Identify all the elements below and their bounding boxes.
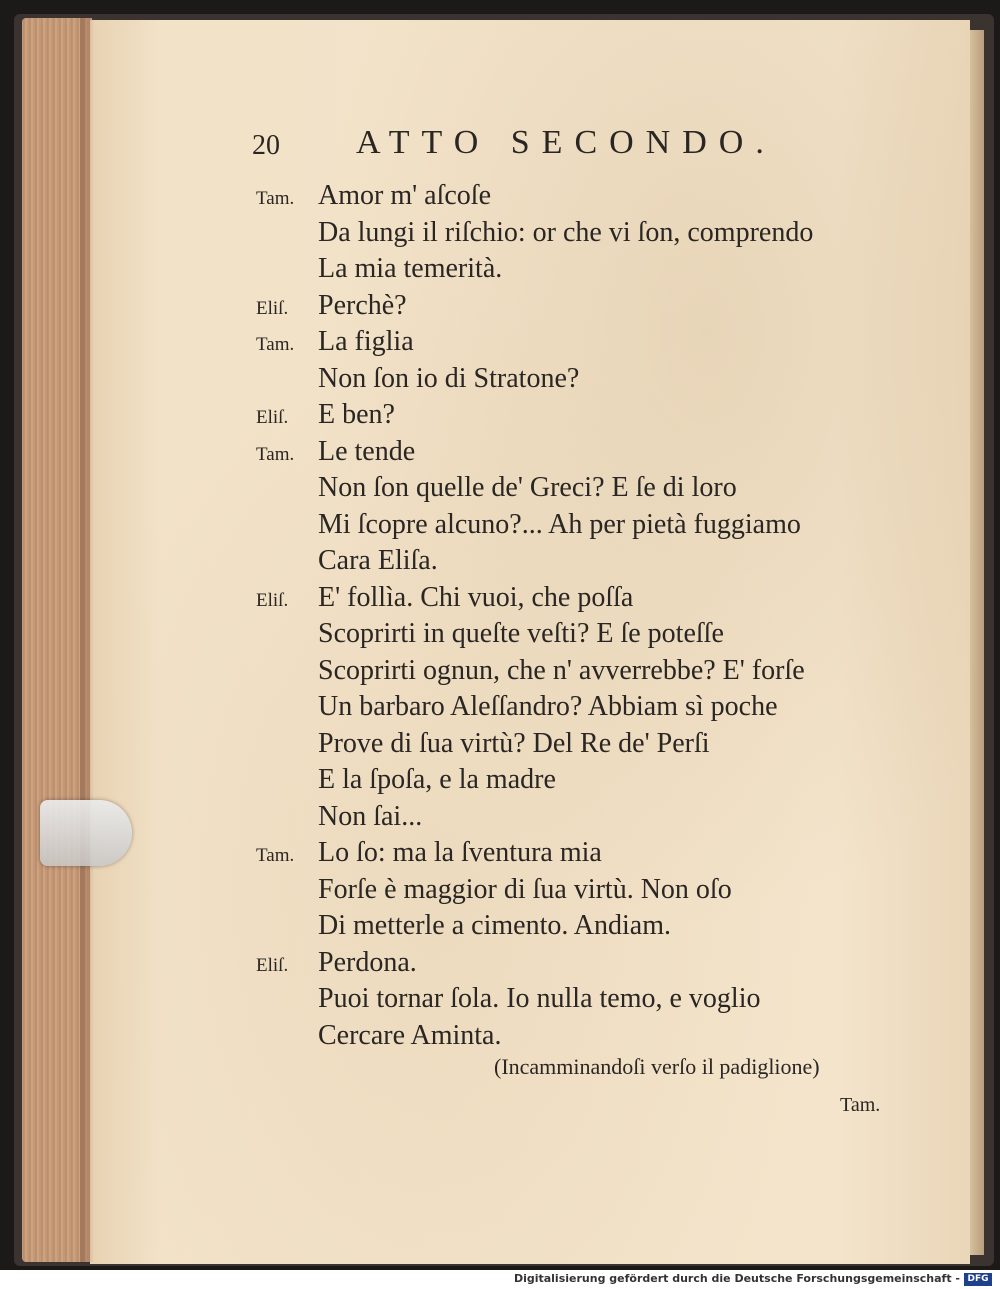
verse-line: Cara Eliſa. [318,545,438,576]
verse-line: Scoprirti in queſte veſti? E ſe poteſſe [318,618,724,649]
verse-line: Perchè? [318,289,407,321]
speaker-label: Eliſ. [256,589,289,611]
verse-line: Non ſon quelle de' Greci? E ſe di loro [318,472,737,503]
next-leaf-edge [970,30,984,1255]
speaker-label: Eliſ. [256,954,289,976]
verse-line: Perdona. [318,946,417,978]
dfg-logo-icon: DFG [964,1273,992,1286]
verse-line: Cercare Aminta. [318,1019,502,1051]
verse-line: E la ſpoſa, e la madre [318,764,556,795]
verse-line: Lo ſo: ma la ſventura mia [318,837,602,868]
verse-line: Da lungi il riſchio: or che vi ſon, comprendo [318,216,814,248]
verse-line: Non ſai... [318,800,423,832]
verse-line: Scoprirti ognun, che n' avverrebbe? E' forſe [318,654,805,686]
catchword: Tam. [840,1094,881,1116]
verse-line: La mia temerità. [318,253,503,284]
verse-line: Di metterle a cimento. Andiam. [318,910,672,941]
verse-line: Le tende [318,435,416,467]
speaker-label: Tam. [256,443,295,465]
footer-credit: Digitalisierung gefördert durch die Deutsche Forschungsgemeinschaft - [513,1272,960,1285]
gutter-shadow [80,18,94,1262]
page-clip [40,800,132,866]
speaker-label: Tam. [256,334,295,355]
speaker-label: Tam. [256,188,295,209]
verse-line: Prove di ſua virtù? Del Re de' Perſi [318,727,710,759]
verse-line: Non ſon io di Stratone? [318,362,580,394]
verse-line: La figlia [318,326,414,357]
running-title: ATTO SECONDO. [356,124,776,161]
verse-line: Un barbaro Aleſſandro? Abbiam sì poche [318,691,778,722]
footer-bar [0,1270,1000,1289]
verse-line: Mi ſcopre alcuno?... Ah per pietà fuggiamo [318,508,801,540]
stage-direction: (Incamminandoſi verſo il padiglione) [494,1054,820,1079]
verse-line: Amor m' aſcoſe [318,180,491,211]
speaker-label: Eliſ. [256,407,289,428]
speaker-label: Tam. [256,845,295,866]
verse-line: Puoi tornar ſola. Io nulla temo, e voglio [318,983,761,1014]
verse-line: E ben? [318,399,395,430]
speaker-label: Eliſ. [256,297,289,319]
page-number: 20 [252,130,280,161]
verse-line: Forſe è maggior di ſua virtù. Non oſo [318,873,732,905]
verse-line: E' follìa. Chi vuoi, che poſſa [318,581,634,613]
